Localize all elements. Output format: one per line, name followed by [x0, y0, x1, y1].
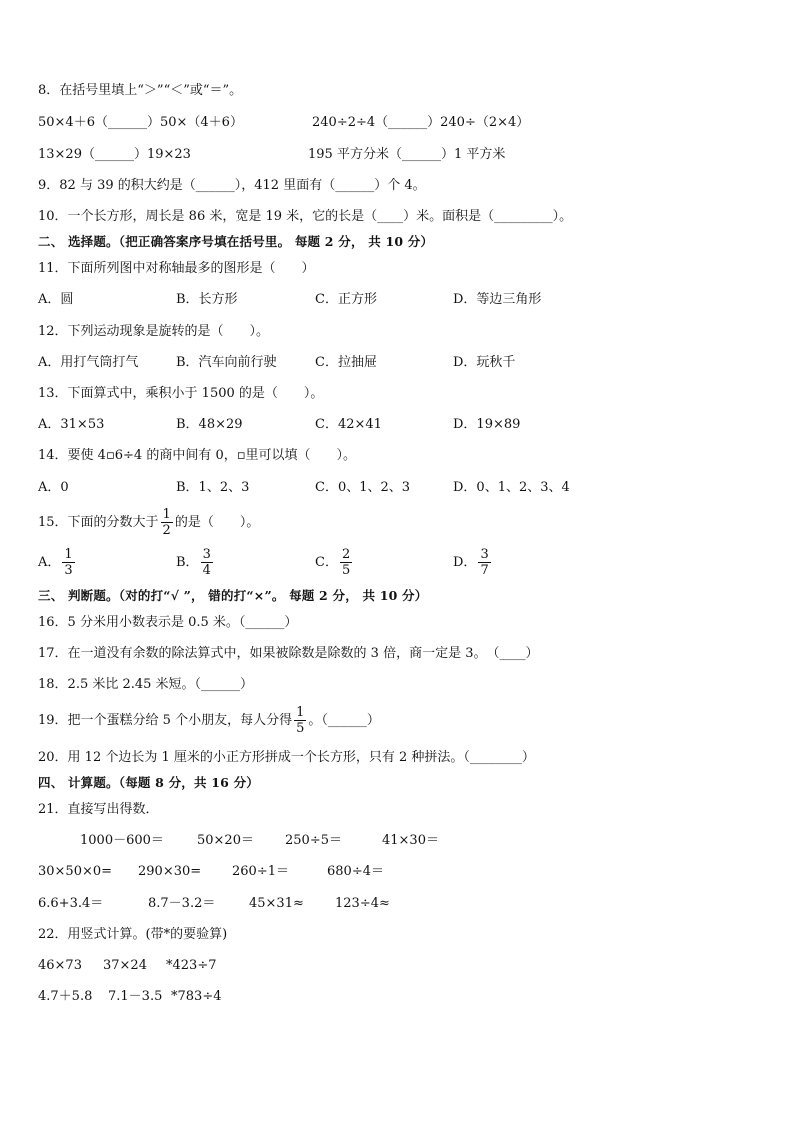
q11-option-c: C．正方形: [315, 292, 377, 307]
q21-item: 45×31≈: [249, 896, 304, 911]
q14-option-a: A．0: [38, 480, 69, 495]
q22-item: *423÷7: [166, 958, 217, 973]
q15-option-d-fraction: [478, 548, 490, 577]
q15-option-d: [453, 545, 493, 581]
q8-title: 8．在括号里填上“＞”“＜”或“＝”。: [38, 83, 243, 98]
q12-option-d: D．玩秋千: [453, 355, 516, 370]
option-label: D．: [453, 555, 477, 570]
q21-item: 250÷5＝: [285, 833, 342, 848]
q8-compare-1a: 50×4＋6（______）50×（4＋6）: [38, 115, 243, 130]
q12-option-a: A．用打气筒打气: [38, 355, 139, 370]
q21-item: 260÷1＝: [232, 864, 289, 879]
q14-option-c: C．0、1、2、3: [315, 480, 411, 495]
q8-compare-2b: 195 平方分米（______）1 平方米: [308, 147, 506, 162]
fraction-numerator: 2: [341, 547, 351, 562]
q15-option-a: [38, 545, 77, 581]
q21-item: 6.6+3.4＝: [38, 896, 104, 911]
q11-option-d: D．等边三角形: [453, 292, 542, 307]
q11-stem: 11．下面所列图中对称轴最多的图形是（ ）: [38, 261, 315, 276]
fraction-denominator: 3: [64, 563, 73, 578]
q22-item: 7.1－3.5: [108, 989, 163, 1004]
fraction-denominator: 2: [162, 523, 171, 538]
q14-stem: 14．要使 4▫6÷4 的商中间有 0，▫里可以填（ ）。: [38, 448, 357, 463]
q14-option-b: B．1、2、3: [176, 480, 250, 495]
q15-stem-pre: 15．下面的分数大于: [38, 515, 159, 530]
q22-item: 37×24: [103, 958, 147, 973]
q13-stem: 13．下面算式中，乘积小于 1500 的是（ ）。: [38, 386, 324, 401]
q18-text: 18．2.5 米比 2.45 米短。（______）: [38, 677, 254, 692]
section-3-heading: 三、 判断题。（对的打“√ ”， 错的打“×”。 每题 2 分， 共 10 分）: [38, 588, 428, 603]
q15-option-b: [176, 545, 215, 581]
q15-stem-post: 的是（ ）。: [174, 515, 260, 530]
q22-item: *783÷4: [171, 989, 222, 1004]
fraction-numerator: 1: [64, 547, 73, 562]
q9-text: 9．82 与 39 的积大约是（______），412 里面有（______）个 4。: [38, 178, 426, 193]
q11-option-a: A．圆: [38, 292, 74, 307]
q15-stem: [38, 506, 259, 540]
fraction-numerator: 1: [296, 705, 305, 720]
q21-item: 30×50×0=: [38, 864, 113, 879]
option-label: A．: [38, 555, 61, 570]
q13-option-c: C．42×41: [315, 417, 382, 432]
q19-post: 。（______）: [308, 713, 380, 728]
q22-item: 4.7＋5.8: [38, 989, 93, 1004]
fraction-denominator: 5: [296, 721, 305, 736]
fraction-numerator: 3: [202, 547, 211, 562]
q13-option-d: D．19×89: [453, 417, 521, 432]
q15-option-b-fraction: [201, 548, 213, 577]
q22-title: 22．用竖式计算。(带*的要验算): [38, 927, 228, 942]
q13-option-b: B．48×29: [176, 417, 243, 432]
q21-title: 21．直接写出得数．: [38, 802, 159, 817]
q21-item: 1000－600＝: [80, 833, 164, 848]
q15-option-a-fraction: [62, 548, 74, 577]
q21-item: 50×20＝: [197, 833, 254, 848]
q8-compare-2a: 13×29（______）19×23: [38, 147, 191, 162]
section-2-heading: 二、 选择题。（把正确答案序号填在括号里。 每题 2 分， 共 10 分）: [38, 234, 434, 249]
q11-option-b: B．长方形: [176, 292, 238, 307]
q19-text: [38, 703, 380, 739]
fraction-denominator: 7: [480, 563, 489, 578]
q16-text: 16．5 分米用小数表示是 0.5 米。（______）: [38, 615, 298, 630]
q15-option-c-fraction: [340, 548, 352, 577]
q15-option-c: [315, 545, 354, 581]
fraction-numerator: 3: [480, 547, 489, 562]
q21-item: 8.7－3.2＝: [148, 896, 216, 911]
q20-text: 20．用 12 个边长为 1 厘米的小正方形拼成一个长方形，只有 2 种拼法。（________）: [38, 750, 535, 765]
q19-pre: 19．把一个蛋糕分给 5 个小朋友，每人分得: [38, 713, 293, 728]
fraction-denominator: 4: [202, 563, 211, 578]
q21-item: 123÷4≈: [335, 896, 390, 911]
q21-item: 680÷4＝: [327, 864, 384, 879]
q13-option-a: A．31×53: [38, 417, 105, 432]
q8-compare-1b: 240÷2÷4（______）240÷（2×4）: [312, 115, 530, 130]
q21-item: 290×30=: [138, 864, 202, 879]
q14-option-d: D．0、1、2、3、4: [453, 480, 570, 495]
q15-stem-fraction: [161, 508, 173, 537]
q12-option-c: C．拉抽屉: [315, 355, 377, 370]
q21-item: 41×30＝: [382, 833, 439, 848]
section-4-heading: 四、 计算题。（每题 8 分，共 16 分）: [38, 775, 260, 790]
q10-text: 10．一个长方形，周长是 86 米，宽是 19 米，它的长是（____）米。面积是（_________）。: [38, 209, 573, 224]
fraction-denominator: 5: [341, 563, 351, 578]
option-label: B．: [176, 555, 199, 570]
option-label: C．: [315, 555, 338, 570]
q17-text: 17．在一道没有余数的除法算式中，如果被除数是除数的 3 倍，商一定是 3。 （____）: [38, 646, 539, 661]
q12-stem: 12．下列运动现象是旋转的是（ ）。: [38, 324, 270, 339]
q22-item: 46×73: [38, 958, 82, 973]
fraction-numerator: 1: [162, 507, 171, 522]
q19-fraction: [294, 706, 306, 735]
q12-option-b: B．汽车向前行驶: [176, 355, 277, 370]
